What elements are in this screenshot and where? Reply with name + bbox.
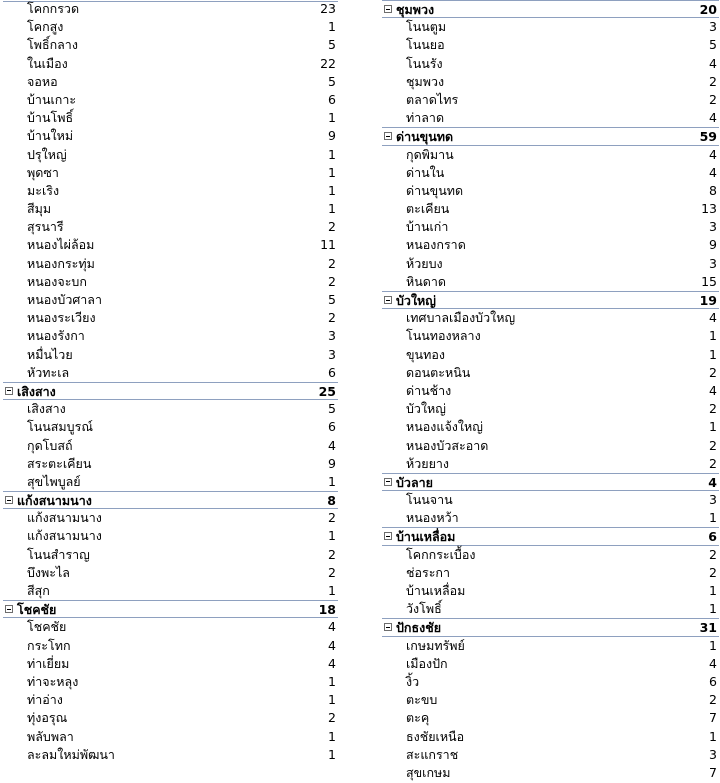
item-count: 7 [709,764,717,780]
item-count: 6 [328,419,336,435]
item-name: กุดพิมาน [406,146,454,162]
list-item [3,291,338,309]
item-count: 9 [709,237,717,253]
item-name: ด่านขุนทด [406,182,464,198]
item-count: 1 [709,728,717,744]
item-count: 1 [328,583,336,598]
list-item [3,455,338,473]
list-item [3,255,338,273]
item-count: 1 [709,510,717,526]
item-name: สุขไพบูลย์ [27,473,81,489]
item-name: หัวทะเล [27,364,70,380]
item-name: ตะเคียน [406,201,450,217]
list-item [382,364,719,382]
list-item [382,655,719,673]
item-count: 4 [709,164,717,180]
list-item [3,637,338,655]
list-item [382,91,719,109]
item-name: เมืองปัก [406,655,448,671]
item-count: 1 [328,692,336,708]
item-name: พลับพลา [27,728,74,744]
list-item [3,564,338,582]
item-name: ด่านใน [406,164,445,180]
item-name: บัวใหญ่ [406,401,446,417]
item-name: โคกกรวด [27,1,80,16]
item-count: 1 [709,346,717,362]
list-item [382,55,719,73]
collapse-toggle-icon[interactable] [5,387,13,395]
list-item [382,455,719,473]
list-item [3,200,338,218]
item-count: 2 [328,219,336,235]
item-name: ตะขบ [406,692,438,708]
item-name: โคกกระเบื้อง [406,546,476,562]
item-count: 22 [320,55,336,71]
list-item [3,728,338,746]
item-name: โนนสมบูรณ์ [27,419,93,435]
list-item [382,327,719,345]
item-name: บ้านเก่า [406,219,449,235]
item-count: 3 [709,746,717,762]
item-name: พุดซา [27,164,59,180]
list-item [3,691,338,709]
list-item [382,255,719,273]
item-name: ชุมพวง [406,73,445,89]
item-name: หนองระเวียง [27,310,96,326]
item-count: 8 [709,182,717,198]
list-item [382,418,719,436]
item-name: สีมุม [27,201,52,217]
item-name: ท่าจะหลุง [27,673,79,689]
group-header-row[interactable] [3,600,338,618]
group-name: บัวใหญ่ [396,293,436,308]
list-item [382,273,719,291]
list-item [382,509,719,527]
item-count: 4 [709,110,717,126]
group-header-row[interactable] [382,291,719,309]
item-count: 1 [328,746,336,762]
item-name: บ้านใหม่ [27,128,74,144]
group-total: 18 [318,602,336,618]
list-item [3,527,338,545]
list-item [3,91,338,109]
item-count: 2 [328,273,336,289]
list-item [382,582,719,600]
collapse-toggle-icon[interactable] [384,132,392,140]
item-count: 5 [328,401,336,417]
list-item [3,309,338,327]
item-name: หนองกราด [406,237,466,253]
item-count: 4 [709,655,717,671]
list-item [382,437,719,455]
item-name: จอหอ [27,73,58,89]
item-count: 1 [328,146,336,162]
item-count: 3 [709,492,717,508]
group-header-row[interactable] [382,618,719,636]
item-name: งิ้ว [406,673,420,689]
item-name: โชคชัย [27,619,67,635]
list-item [3,618,338,636]
item-count: 3 [709,19,717,35]
list-item [3,437,338,455]
group-total: 20 [699,2,717,17]
item-name: กุดโบสถ์ [27,437,73,453]
item-count: 1 [328,19,336,35]
item-count: 1 [328,528,336,544]
item-name: แก้งสนามนาง [27,528,102,544]
item-count: 2 [709,455,717,471]
item-count: 2 [709,564,717,580]
list-item [3,473,338,491]
list-item [3,218,338,236]
item-count: 4 [709,382,717,398]
collapse-toggle-icon[interactable] [384,296,392,304]
item-name: หมื่นไวย [27,346,73,362]
item-name: ช่อระกา [406,564,451,580]
item-name: โนนจาน [406,492,453,508]
list-item [382,18,719,36]
item-count: 2 [328,310,336,326]
group-total: 8 [327,493,336,509]
item-count: 6 [328,91,336,107]
item-name: โนนทองหลาง [406,328,481,344]
item-name: โคกสูง [27,19,64,35]
item-count: 2 [709,364,717,380]
group-name: ปักธงชัย [396,620,442,636]
item-count: 2 [709,91,717,107]
item-name: ดอนตะหนิน [406,364,471,380]
list-item [382,637,719,655]
list-item [3,655,338,673]
item-count: 1 [709,328,717,344]
item-count: 5 [328,37,336,53]
list-item [3,418,338,436]
list-item [382,746,719,764]
list-item [3,327,338,345]
item-name: หนองจะบก [27,273,87,289]
item-name: หนองแจ้งใหญ่ [406,419,483,435]
item-name: ด่านช้าง [406,382,452,398]
item-count: 5 [709,37,717,53]
list-item [3,746,338,764]
item-count: 2 [709,546,717,562]
item-count: 4 [328,637,336,653]
item-name: หนองบัวศาลา [27,292,102,307]
item-name: ทุ่งอรุณ [27,710,68,726]
item-count: 3 [328,328,336,344]
item-count: 4 [328,437,336,453]
list-item [382,400,719,418]
list-item [382,382,719,400]
item-name: หนองบัวสะอาด [406,437,489,453]
item-name: ท่าอ่าง [27,692,63,708]
list-item [3,509,338,527]
list-item [3,273,338,291]
item-count: 9 [328,128,336,144]
item-count: 1 [709,637,717,653]
list-item [3,364,338,382]
item-name: ละลมใหม่พัฒนา [27,746,115,762]
item-count: 1 [709,583,717,598]
list-item [382,218,719,236]
list-item [3,36,338,54]
item-name: หนองไผ่ล้อม [27,237,95,253]
group-name: ด่านขุนทด [396,129,454,145]
item-name: ธงชัยเหนือ [406,728,465,744]
group-total: 19 [699,293,717,308]
item-name: ห้วยยาง [406,455,450,471]
item-name: ท่าเยี่ยม [27,655,70,671]
group-header-row[interactable] [3,382,338,400]
list-item [3,673,338,691]
list-item [3,55,338,73]
item-count: 1 [328,728,336,744]
group-name: เสิงสาง [17,383,56,399]
item-count: 3 [709,255,717,271]
list-item [3,709,338,727]
item-count: 11 [320,237,336,253]
group-header-row[interactable] [382,473,719,491]
list-item [382,764,719,782]
item-name: แก้งสนามนาง [27,510,102,526]
item-count: 1 [709,419,717,435]
list-item [3,18,338,36]
list-item [3,236,338,254]
item-name: บ้านโพธิ์ [27,110,74,126]
list-item [382,491,719,509]
item-count: 2 [328,710,336,726]
item-name: โนนรัง [406,55,443,71]
item-name: โนนตูม [406,19,447,35]
item-count: 1 [328,673,336,689]
group-total: 25 [318,383,336,399]
group-total: 59 [699,129,717,145]
group-header-row[interactable] [382,127,719,145]
group-name: แก้งสนามนาง [17,493,92,509]
item-name: ในเมือง [27,55,68,71]
list-item [3,146,338,164]
item-name: โนนสำราญ [27,546,90,562]
item-count: 2 [709,73,717,89]
item-count: 4 [328,655,336,671]
list-item [3,0,338,18]
group-header-row[interactable] [382,527,719,545]
item-count: 1 [328,201,336,217]
list-item [3,164,338,182]
item-count: 1 [328,164,336,180]
list-item [382,600,719,618]
pivot-list-right [382,0,719,782]
item-name: ห้วยบง [406,255,443,271]
list-item [382,109,719,127]
group-name: บ้านเหลื่อม [396,529,456,545]
item-count: 23 [320,1,336,16]
item-name: ตะคุ [406,710,430,726]
item-count: 2 [709,437,717,453]
list-item [382,200,719,218]
list-item [3,582,338,600]
list-item [3,109,338,127]
list-item [3,546,338,564]
item-name: สีสุก [27,583,50,598]
item-count: 4 [328,619,336,635]
item-name: เกษมทรัพย์ [406,637,465,653]
item-name: สะแกราช [406,746,459,762]
item-name: โนนยอ [406,37,445,53]
group-header-row[interactable] [382,0,719,18]
item-count: 9 [328,455,336,471]
item-count: 13 [701,201,717,217]
item-name: ขุนทอง [406,346,445,362]
list-item [382,546,719,564]
item-count: 1 [709,601,717,617]
list-item [382,182,719,200]
item-name: มะเริง [27,182,60,198]
item-name: ปรุใหญ่ [27,146,67,162]
list-item [3,346,338,364]
item-count: 2 [709,692,717,708]
item-count: 7 [709,710,717,726]
item-count: 4 [709,55,717,71]
pivot-list-left [3,0,338,764]
item-name: ตลาดไทร [406,91,459,107]
item-name: สุขเกษม [406,764,451,780]
item-name: สุรนารี [27,219,64,235]
item-name: กระโทก [27,637,71,653]
list-item [382,673,719,691]
item-count: 2 [328,255,336,271]
item-name: บึงพะไล [27,564,70,580]
item-count: 4 [709,310,717,326]
collapse-toggle-icon[interactable] [5,605,13,613]
group-name: โชคชัย [17,602,57,618]
item-count: 1 [328,473,336,489]
list-item [382,73,719,91]
list-item [382,146,719,164]
list-item [382,346,719,364]
list-item [3,73,338,91]
item-name: บ้านเกาะ [27,91,77,107]
item-name: วังโพธิ์ [406,601,442,617]
collapse-toggle-icon[interactable] [384,478,392,486]
group-header-row[interactable] [3,491,338,509]
group-total: 31 [699,620,717,636]
item-count: 5 [328,292,336,307]
group-total: 4 [708,474,717,490]
item-name: สระตะเคียน [27,455,92,471]
item-name: เทศบาลเมืองบัวใหญ [406,310,516,326]
item-name: หนองหว้า [406,510,459,526]
list-item [3,182,338,200]
item-count: 15 [701,273,717,289]
item-name: หินดาด [406,273,447,289]
list-item [3,127,338,145]
item-count: 2 [709,401,717,417]
item-name: หนองรังกา [27,328,85,344]
group-name: บัวลาย [396,474,433,490]
item-count: 2 [328,510,336,526]
collapse-toggle-icon[interactable] [5,496,13,504]
item-count: 1 [328,110,336,126]
group-total: 6 [708,529,717,545]
list-item [382,728,719,746]
list-item [382,691,719,709]
collapse-toggle-icon[interactable] [384,5,392,13]
collapse-toggle-icon[interactable] [384,532,392,540]
list-item [3,400,338,418]
item-count: 6 [709,673,717,689]
item-count: 2 [328,546,336,562]
item-count: 3 [709,219,717,235]
group-name: ชุมพวง [396,2,435,17]
item-count: 4 [709,146,717,162]
item-count: 6 [328,364,336,380]
item-name: เสิงสาง [27,401,66,417]
list-item [382,236,719,254]
item-count: 1 [328,182,336,198]
list-item [382,36,719,54]
list-item [382,709,719,727]
item-count: 3 [328,346,336,362]
list-item [382,164,719,182]
list-item [382,564,719,582]
item-name: บ้านเหลื่อม [406,583,466,598]
collapse-toggle-icon[interactable] [384,623,392,631]
item-name: โพธิ์กลาง [27,37,78,53]
item-name: หนองกระทุ่ม [27,255,95,271]
item-count: 2 [328,564,336,580]
item-name: ท่าลาด [406,110,445,126]
item-count: 5 [328,73,336,89]
list-item [382,309,719,327]
